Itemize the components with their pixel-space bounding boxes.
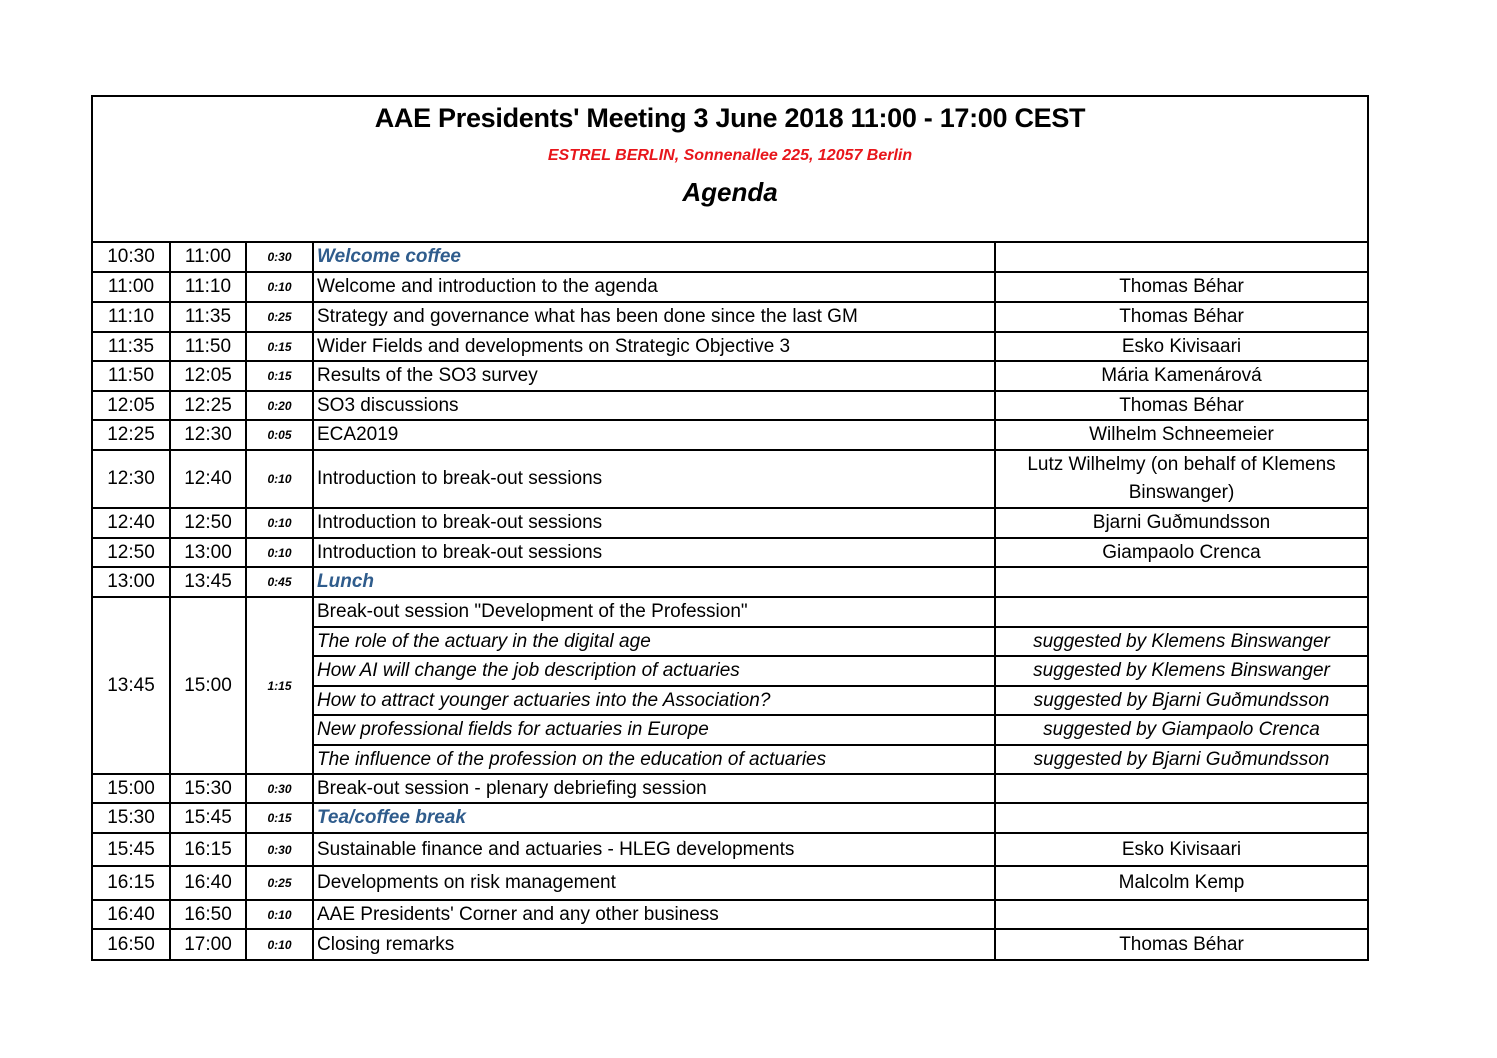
end-time: 12:40 xyxy=(170,450,246,508)
presenter: Mária Kamenárová xyxy=(995,361,1367,391)
break-label: Tea/coffee break xyxy=(317,807,466,828)
presenter: Thomas Béhar xyxy=(995,272,1367,302)
start-time: 12:50 xyxy=(93,538,170,567)
duration: 0:30 xyxy=(246,243,313,272)
presenter xyxy=(995,597,1367,627)
agenda-topic: Closing remarks xyxy=(313,929,995,959)
start-time: 15:45 xyxy=(93,833,170,866)
end-time: 15:30 xyxy=(170,774,246,803)
duration: 0:25 xyxy=(246,302,313,332)
agenda-row xyxy=(93,538,1367,567)
start-time: 12:05 xyxy=(93,391,170,420)
duration: 0:45 xyxy=(246,567,313,597)
agenda-topic: Break-out session - plenary debriefing session xyxy=(313,774,995,803)
duration: 0:30 xyxy=(246,833,313,866)
breakout-topic: The role of the actuary in the digital age xyxy=(313,627,995,656)
start-time: 10:30 xyxy=(93,243,170,272)
agenda-row xyxy=(93,391,1367,420)
suggested-by: suggested by Giampaolo Crenca xyxy=(995,715,1367,745)
presenter: Wilhelm Schneemeier xyxy=(995,420,1367,450)
agenda-topic: Introduction to break-out sessions xyxy=(313,450,995,508)
agenda-topic: Results of the SO3 survey xyxy=(313,361,995,391)
agenda-row xyxy=(93,243,1367,272)
end-time: 11:35 xyxy=(170,302,246,332)
agenda-topic: Introduction to break-out sessions xyxy=(313,538,995,567)
duration: 0:25 xyxy=(246,866,313,900)
agenda-topic xyxy=(313,567,995,597)
agenda-table xyxy=(93,243,1367,959)
start-time: 16:40 xyxy=(93,900,170,929)
break-label: Welcome coffee xyxy=(317,246,461,267)
duration: 0:30 xyxy=(246,774,313,803)
presenter: Thomas Béhar xyxy=(995,302,1367,332)
agenda-topic: Introduction to break-out sessions xyxy=(313,508,995,538)
agenda-row xyxy=(93,833,1367,866)
presenter: Lutz Wilhelmy (on behalf of Klemens Binswanger) xyxy=(995,450,1367,508)
agenda-row xyxy=(93,272,1367,302)
start-time: 11:10 xyxy=(93,302,170,332)
presenter xyxy=(995,900,1367,929)
agenda-row xyxy=(93,450,1367,508)
agenda-topic: Sustainable finance and actuaries - HLEG developments xyxy=(313,833,995,866)
start-time: 15:00 xyxy=(93,774,170,803)
start-time: 13:45 xyxy=(93,597,170,774)
agenda-row xyxy=(93,866,1367,900)
agenda-header xyxy=(93,97,1367,243)
presenter: Esko Kivisaari xyxy=(995,833,1367,866)
agenda-row xyxy=(93,929,1367,959)
presenter: Malcolm Kemp xyxy=(995,866,1367,900)
agenda-row xyxy=(93,774,1367,803)
agenda-topic: Welcome and introduction to the agenda xyxy=(313,272,995,302)
duration: 0:10 xyxy=(246,508,313,538)
duration: 0:10 xyxy=(246,538,313,567)
agenda-row xyxy=(93,567,1367,597)
end-time: 11:10 xyxy=(170,272,246,302)
start-time: 13:00 xyxy=(93,567,170,597)
agenda-row xyxy=(93,420,1367,450)
agenda-row xyxy=(93,361,1367,391)
agenda-row xyxy=(93,900,1367,929)
end-time: 12:30 xyxy=(170,420,246,450)
end-time: 16:15 xyxy=(170,833,246,866)
duration: 0:10 xyxy=(246,450,313,508)
presenter: Thomas Béhar xyxy=(995,391,1367,420)
end-time: 11:50 xyxy=(170,332,246,361)
presenter xyxy=(995,803,1367,833)
agenda-topic: ECA2019 xyxy=(313,420,995,450)
suggested-by: suggested by Bjarni Guðmundsson xyxy=(995,745,1367,774)
presenter: Thomas Béhar xyxy=(995,929,1367,959)
end-time: 12:05 xyxy=(170,361,246,391)
suggested-by: suggested by Klemens Binswanger xyxy=(995,627,1367,656)
venue-line: ESTREL BERLIN, Sonnenallee 225, 12057 Berlin xyxy=(547,147,913,164)
agenda-topic xyxy=(313,803,995,833)
breakout-topic: How AI will change the job description of actuaries xyxy=(313,656,995,686)
presenter: Bjarni Guðmundsson xyxy=(995,508,1367,538)
meeting-title: AAE Presidents' Meeting 3 June 2018 11:00 - 17:00 CEST xyxy=(374,103,1086,133)
end-time: 15:00 xyxy=(170,597,246,774)
duration: 1:15 xyxy=(246,597,313,774)
breakout-topic: The influence of the profession on the education of actuaries xyxy=(313,745,995,774)
end-time: 12:50 xyxy=(170,508,246,538)
agenda-row xyxy=(93,332,1367,361)
duration: 0:15 xyxy=(246,803,313,833)
presenter: Giampaolo Crenca xyxy=(995,538,1367,567)
start-time: 11:50 xyxy=(93,361,170,391)
suggested-by: suggested by Bjarni Guðmundsson xyxy=(995,686,1367,715)
agenda-topic xyxy=(313,243,995,272)
start-time: 12:40 xyxy=(93,508,170,538)
end-time: 12:25 xyxy=(170,391,246,420)
start-time: 12:25 xyxy=(93,420,170,450)
presenter: Esko Kivisaari xyxy=(995,332,1367,361)
agenda-topic: Strategy and governance what has been done since the last GM xyxy=(313,302,995,332)
duration: 0:15 xyxy=(246,361,313,391)
presenter xyxy=(995,774,1367,803)
end-time: 17:00 xyxy=(170,929,246,959)
agenda-topic: Developments on risk management xyxy=(313,866,995,900)
start-time: 16:15 xyxy=(93,866,170,900)
agenda-sheet xyxy=(91,95,1369,961)
agenda-row xyxy=(93,803,1367,833)
duration: 0:15 xyxy=(246,332,313,361)
duration: 0:05 xyxy=(246,420,313,450)
agenda-heading: Agenda xyxy=(682,177,778,207)
end-time: 13:00 xyxy=(170,538,246,567)
start-time: 16:50 xyxy=(93,929,170,959)
start-time: 11:00 xyxy=(93,272,170,302)
presenter xyxy=(995,567,1367,597)
start-time: 12:30 xyxy=(93,450,170,508)
duration: 0:10 xyxy=(246,272,313,302)
agenda-row xyxy=(93,508,1367,538)
breakout-title: Break-out session "Development of the Profession" xyxy=(313,597,995,627)
agenda-topic: AAE Presidents' Corner and any other business xyxy=(313,900,995,929)
duration: 0:20 xyxy=(246,391,313,420)
end-time: 16:50 xyxy=(170,900,246,929)
breakout-topic: How to attract younger actuaries into the Association? xyxy=(313,686,995,715)
break-label: Lunch xyxy=(317,571,374,592)
agenda-topic: Wider Fields and developments on Strategic Objective 3 xyxy=(313,332,995,361)
breakout-topic: New professional fields for actuaries in Europe xyxy=(313,715,995,745)
duration: 0:10 xyxy=(246,929,313,959)
presenter xyxy=(995,243,1367,272)
breakout-row xyxy=(93,597,1367,627)
end-time: 11:00 xyxy=(170,243,246,272)
end-time: 15:45 xyxy=(170,803,246,833)
agenda-row xyxy=(93,302,1367,332)
suggested-by: suggested by Klemens Binswanger xyxy=(995,656,1367,686)
start-time: 15:30 xyxy=(93,803,170,833)
end-time: 16:40 xyxy=(170,866,246,900)
agenda-topic: SO3 discussions xyxy=(313,391,995,420)
start-time: 11:35 xyxy=(93,332,170,361)
duration: 0:10 xyxy=(246,900,313,929)
end-time: 13:45 xyxy=(170,567,246,597)
